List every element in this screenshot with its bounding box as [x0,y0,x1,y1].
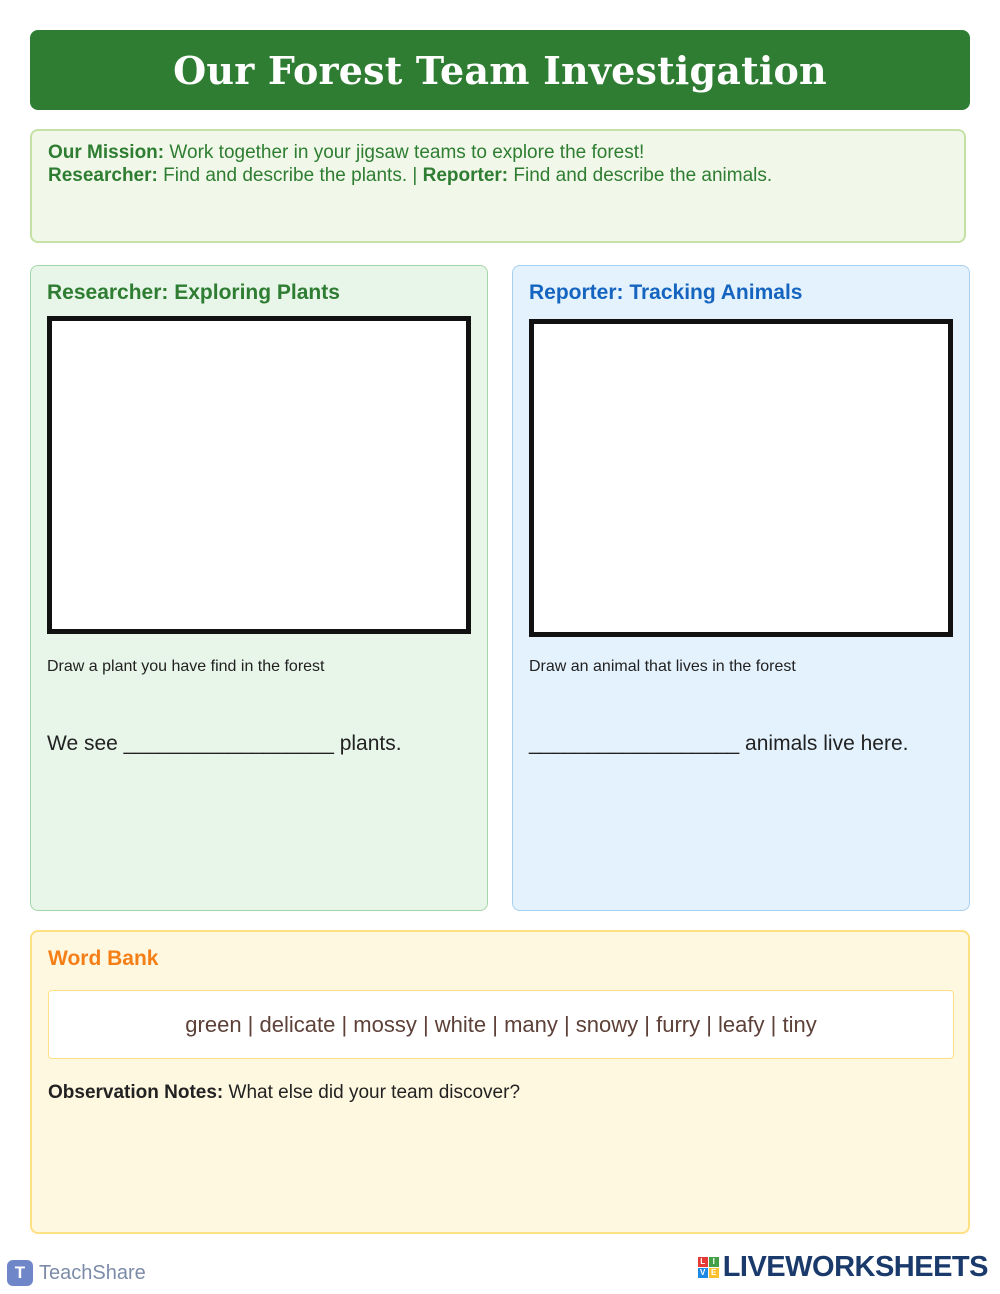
animal-drawing-area[interactable] [529,319,953,637]
page-title: Our Forest Team Investigation [173,47,827,93]
notes-text: What else did your team discover? [228,1082,521,1103]
word-bank-heading: Word Bank [48,947,159,970]
title-banner [30,30,970,110]
lw-letter: E [709,1268,719,1278]
reporter-heading: Reporter: Tracking Animals [529,281,803,304]
animal-sentence-prompt[interactable]: __________________ animals live here. [529,732,909,755]
mission-text: Work together in your jigsaw teams to explore the forest! [169,142,645,163]
plant-sentence-prompt[interactable]: We see __________________ plants. [47,732,402,755]
teachshare-label: TeachShare [39,1261,146,1284]
roles-line [48,164,948,187]
word-list: green | delicate | mossy | white | many | snowy | furry | leafy | tiny [48,990,954,1059]
researcher-panel [30,265,488,911]
researcher-text: Find and describe the plants. | [163,165,418,186]
teachshare-icon: T [7,1260,33,1286]
lw-letter: L [698,1257,708,1267]
reporter-label: Reporter: [422,165,509,186]
word-bank-panel [30,930,970,1234]
lw-letter: I [709,1257,719,1267]
mission-box [30,129,966,243]
mission-label: Our Mission: [48,142,165,163]
notes-label: Observation Notes: [48,1082,224,1103]
liveworksheets-logo[interactable] [698,1251,988,1284]
reporter-panel [512,265,970,911]
animal-drawing-caption: Draw an animal that lives in the forest [529,658,796,675]
researcher-label: Researcher: [48,165,158,186]
plant-drawing-area[interactable] [47,316,471,634]
plant-drawing-caption: Draw a plant you have find in the forest [47,658,325,675]
reporter-text: Find and describe the animals. [513,165,773,186]
observation-notes[interactable] [48,1082,520,1104]
liveworksheets-icon [698,1257,719,1278]
researcher-heading: Researcher: Exploring Plants [47,281,340,304]
liveworksheets-label: LIVEWORKSHEETS [722,1251,988,1283]
lw-letter: V [698,1268,708,1278]
mission-line [48,141,948,164]
teachshare-logo[interactable] [7,1260,146,1286]
